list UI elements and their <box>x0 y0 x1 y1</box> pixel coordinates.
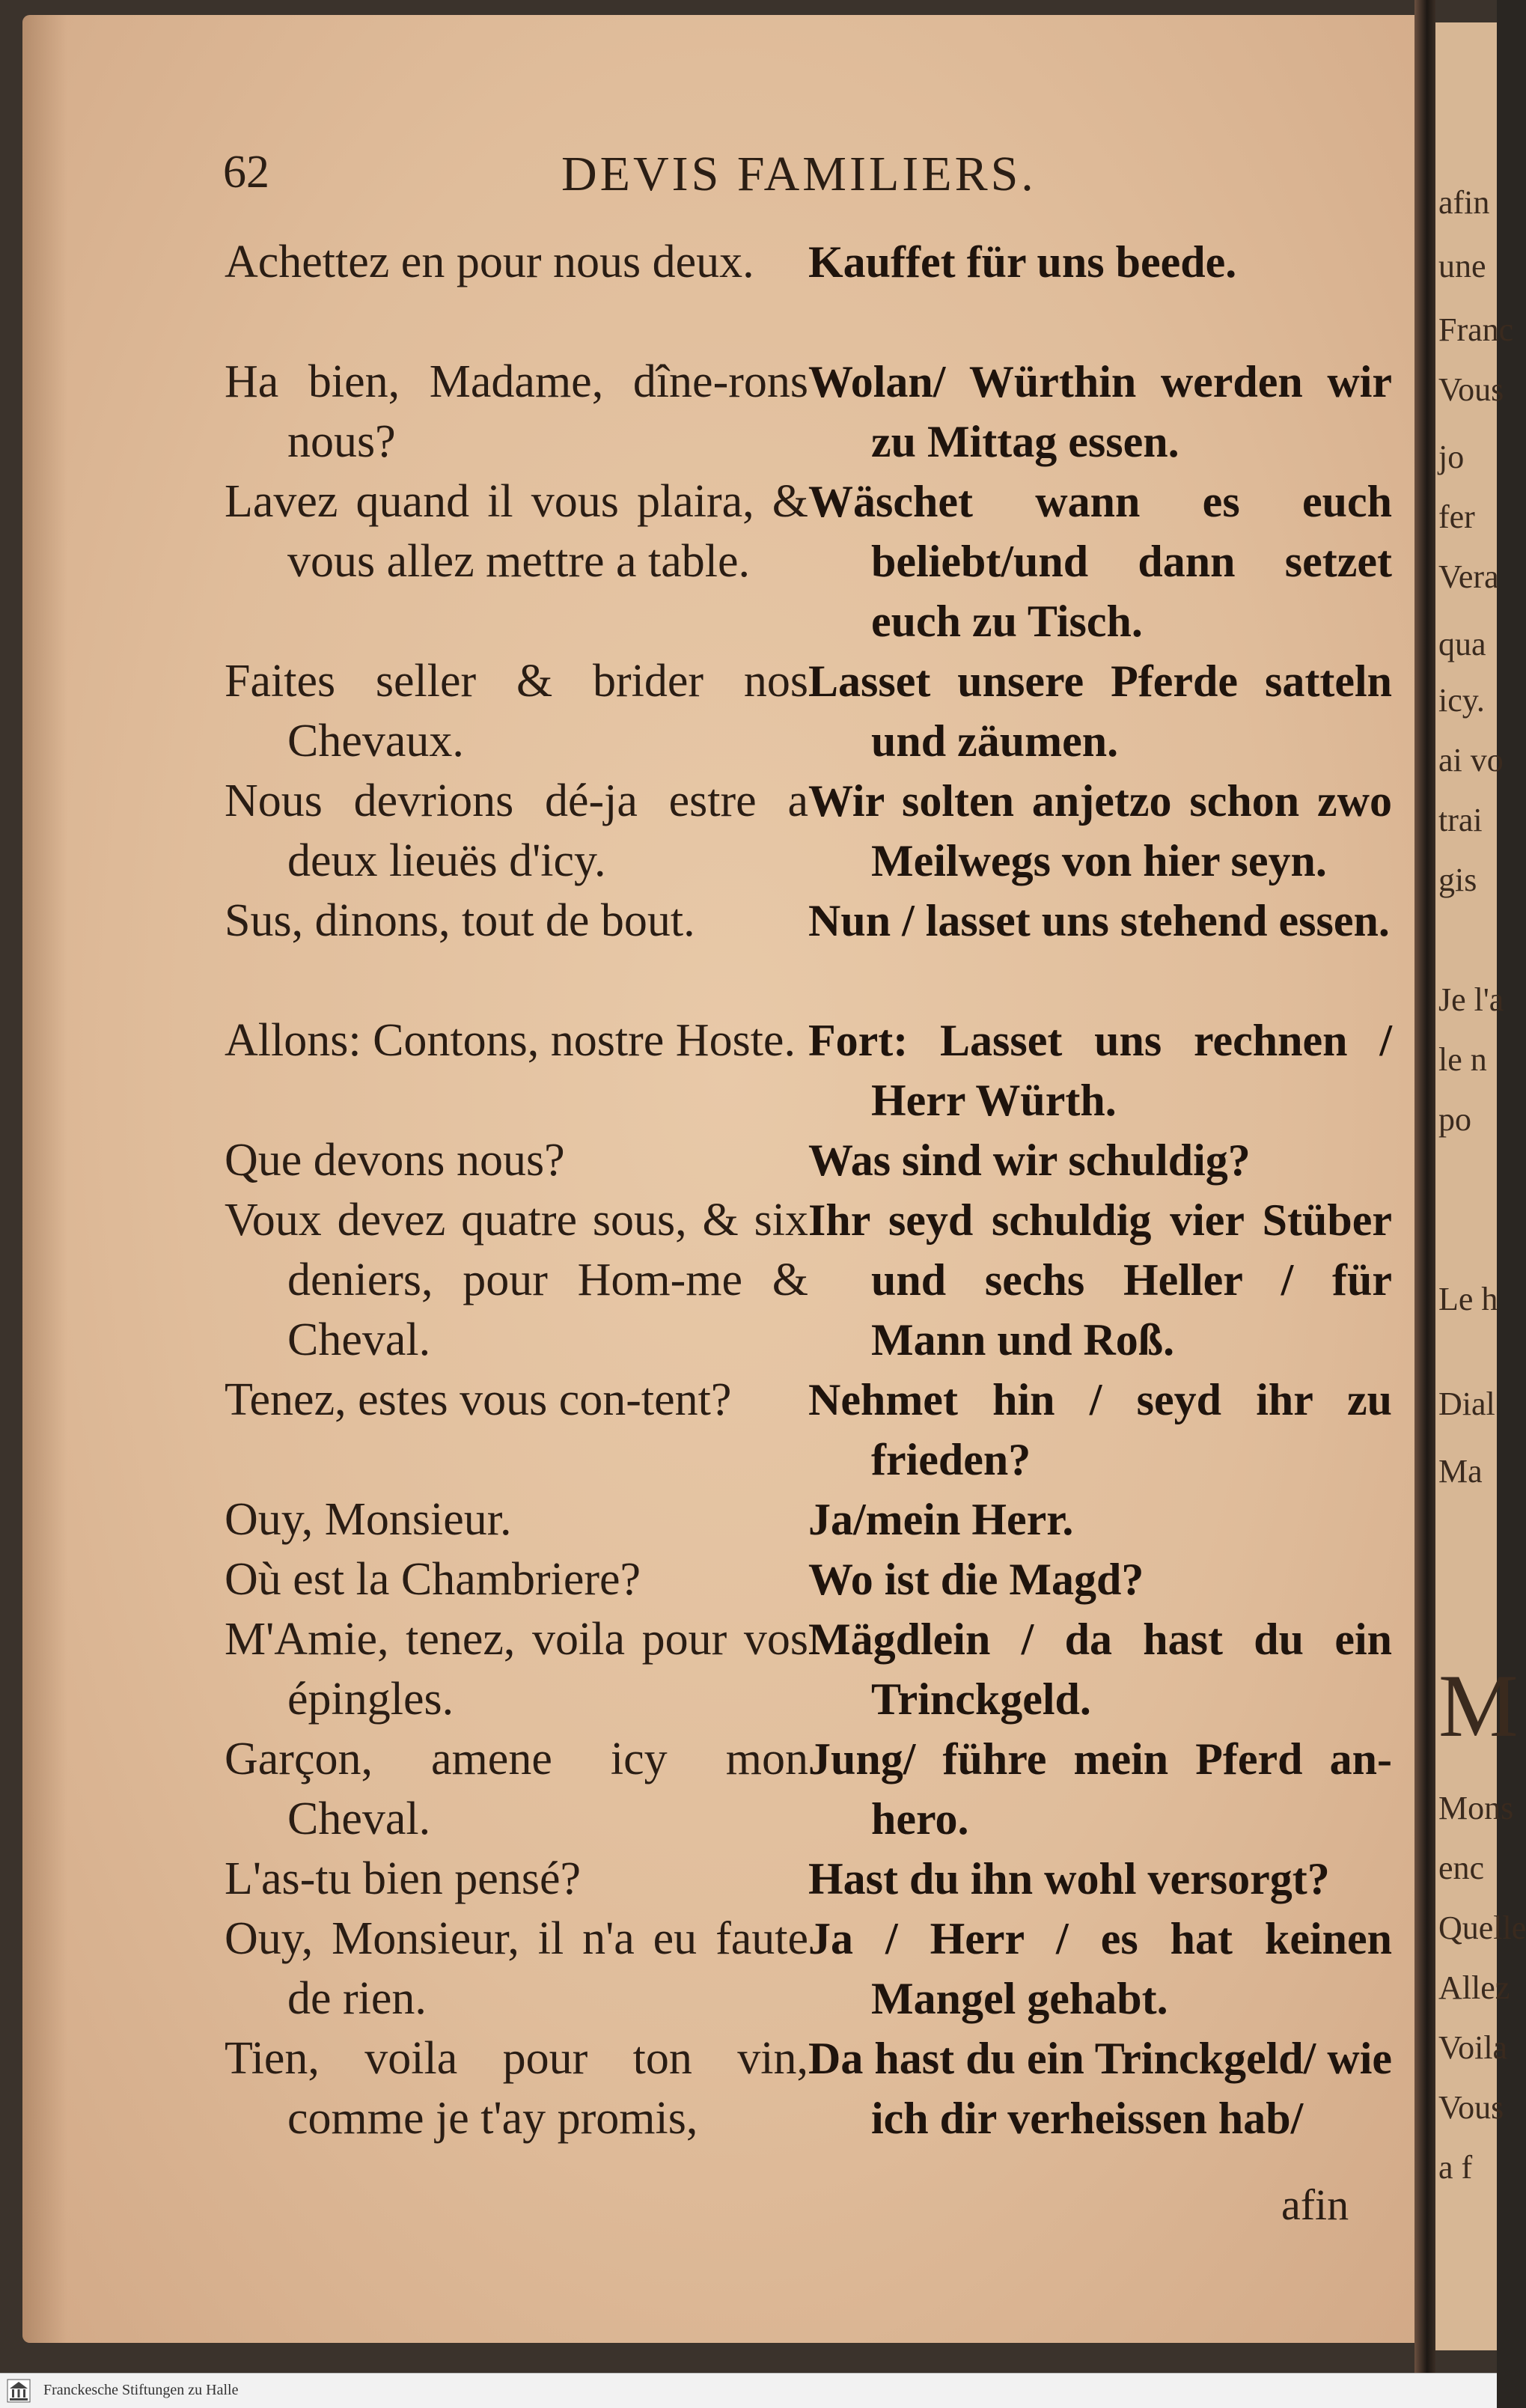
phrase-row <box>225 1549 1407 1609</box>
french-phrase: Nous devrions dé-ja estre a deux lieuës d'icy. <box>225 775 808 886</box>
german-phrase: Da hast du ein Trinckgeld/ wie ich dir verheissen hab/ <box>808 2034 1392 2143</box>
phrase-table <box>225 232 1407 2148</box>
adjacent-page-fragment: Ma <box>1438 1453 1483 1490</box>
page-number: 62 <box>223 147 269 198</box>
german-phrase: Mägdlein / da hast du ein Trinckgeld. <box>808 1615 1392 1724</box>
german-phrase: Ja/mein Herr. <box>808 1495 1074 1544</box>
phrase-row <box>225 1490 1407 1549</box>
adjacent-page-fragment: Dial <box>1438 1386 1495 1422</box>
adjacent-page-fragment: Quelle <box>1438 1909 1526 1946</box>
adjacent-page-fragment: Le h <box>1438 1281 1498 1317</box>
adjacent-page-fragment: enc <box>1438 1850 1485 1886</box>
german-phrase: Wir solten anjetzo schon zwo Meilwegs von hier seyn. <box>808 776 1392 886</box>
adjacent-page-fragment: Vous <box>1438 371 1504 408</box>
german-phrase: Jung/ führe mein Pferd an-hero. <box>808 1734 1392 1844</box>
book-page <box>22 15 1429 2343</box>
phrase-row <box>225 352 1407 472</box>
adjacent-page-fragment: ai vo <box>1438 742 1504 778</box>
repository-footer <box>0 2373 1497 2408</box>
footer-credit: Franckesche Stiftungen zu Halle <box>43 2382 239 2398</box>
french-phrase: Que devons nous? <box>225 1135 565 1186</box>
adjacent-page-fragment: icy. <box>1438 682 1485 719</box>
phrase-row <box>225 1370 1407 1490</box>
phrase-row <box>225 1190 1407 1370</box>
adjacent-page-fragment: Je l'a <box>1438 981 1504 1018</box>
phrase-row <box>225 1729 1407 1849</box>
french-phrase: Garçon, amene icy mon Cheval. <box>225 1734 808 1844</box>
adjacent-page-fragment: a f <box>1438 2149 1473 2186</box>
phrase-row <box>225 472 1407 651</box>
french-phrase: Lavez quand il vous plaira, & vous allez mettre a table. <box>225 476 808 587</box>
german-phrase: Nun / lasset uns stehend essen. <box>808 896 1390 945</box>
french-phrase: Tenez, estes vous con-tent? <box>225 1374 732 1425</box>
adjacent-page-fragment: fer <box>1438 499 1475 535</box>
german-phrase: Was sind wir schuldig? <box>808 1136 1251 1185</box>
adjacent-page-fragment: gis <box>1438 862 1477 898</box>
german-phrase: Hast du ihn wohl versorgt? <box>808 1854 1330 1903</box>
german-phrase: Kauffet für uns beede. <box>808 237 1237 287</box>
institution-logo-icon <box>6 2378 31 2404</box>
phrase-row <box>225 651 1407 771</box>
adjacent-page-fragment: Franc <box>1438 311 1514 348</box>
phrase-row <box>225 1130 1407 1190</box>
phrase-row <box>225 891 1407 1011</box>
french-phrase: Voux devez quatre sous, & six deniers, pour Hom-me & Cheval. <box>225 1195 808 1365</box>
adjacent-page-fragment: trai <box>1438 802 1483 838</box>
french-phrase: Faites seller & brider nos Chevaux. <box>225 656 808 766</box>
german-phrase: Wolan/ Würthin werden wir zu Mittag essen. <box>808 357 1392 466</box>
french-phrase: Ha bien, Madame, dîne-rons nous? <box>225 356 808 467</box>
adjacent-page-fragment: Mons <box>1438 1790 1514 1826</box>
german-phrase: Ja / Herr / es hat keinen Mangel gehabt. <box>808 1914 1392 2023</box>
phrase-row <box>225 232 1407 352</box>
adjacent-page-fragment: po <box>1438 1101 1471 1138</box>
german-phrase: Fort: Lasset uns rechnen / Herr Würth. <box>808 1016 1392 1125</box>
adjacent-page-edge <box>1435 22 1526 2350</box>
adjacent-page-fragment: une <box>1438 248 1486 284</box>
adjacent-page-fragment: M <box>1438 1656 1519 1755</box>
phrase-row <box>225 1849 1407 1909</box>
running-title: DEVIS FAMILIERS. <box>561 147 1037 201</box>
german-phrase: Ihr seyd schuldig vier Stüber und sechs Heller / für Mann und Roß. <box>808 1195 1392 1365</box>
french-phrase: Ouy, Monsieur. <box>225 1494 512 1545</box>
phrase-row <box>225 1609 1407 1729</box>
french-phrase: Ouy, Monsieur, il n'a eu faute de rien. <box>225 1913 808 2024</box>
adjacent-page-fragment: Voila <box>1438 2029 1508 2066</box>
german-phrase: Lasset unsere Pferde satteln und zäumen. <box>808 656 1392 766</box>
german-phrase: Wäschet wann es euch beliebt/und dann setzet euch zu Tisch. <box>808 477 1392 646</box>
adjacent-page-fragment: le n <box>1438 1041 1487 1078</box>
page-header <box>22 146 1429 213</box>
phrase-row <box>225 1909 1407 2028</box>
french-phrase: M'Amie, tenez, voila pour vos épingles. <box>225 1614 808 1725</box>
page-edge-shadow <box>22 15 67 2343</box>
adjacent-page-fragment: afin <box>1438 184 1490 221</box>
phrase-row <box>225 2028 1407 2148</box>
french-phrase: Achettez en pour nous deux. <box>225 237 754 287</box>
german-phrase: Nehmet hin / seyd ihr zu frieden? <box>808 1375 1392 1484</box>
adjacent-page-fragment: Vous <box>1438 2089 1504 2126</box>
book-gutter <box>1414 0 1435 2373</box>
catchword: afin <box>1281 2180 1349 2229</box>
french-phrase: Où est la Chambriere? <box>225 1554 641 1605</box>
phrase-row <box>225 1011 1407 1130</box>
german-phrase: Wo ist die Magd? <box>808 1555 1144 1604</box>
french-phrase: L'as-tu bien pensé? <box>225 1853 581 1904</box>
french-phrase: Sus, dinons, tout de bout. <box>225 895 695 946</box>
french-phrase: Allons: Contons, nostre Hoste. <box>225 1015 796 1066</box>
french-phrase: Tien, voila pour ton vin, comme je t'ay promis, <box>225 2033 808 2144</box>
adjacent-page-fragment: qua <box>1438 626 1486 662</box>
adjacent-page-fragment: Allez <box>1438 1969 1510 2006</box>
adjacent-page-fragment: jo <box>1438 439 1465 475</box>
phrase-row <box>225 771 1407 891</box>
adjacent-page-fragment: Vera <box>1438 558 1499 595</box>
